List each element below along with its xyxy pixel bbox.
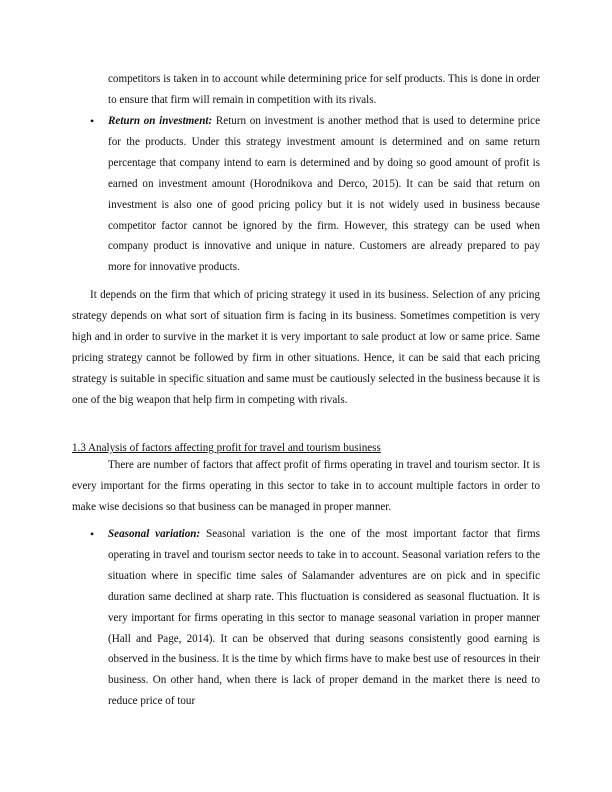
paragraph-pricing-strategy: It depends on the firm that which of pricing strategy it used in its business. Selection of any pricing strategy depends on what sort of situation firm is facing in its business. Sometimes competition is very high and in order to survive in the market it is very important to sale product at low or same price. Same pricing strategy cannot be followed by firm in other situations. Hence, it can be said that each pricing strategy is suitable in specific situation and same must be cautiously selected in the business because it is one of the big weapon that help firm in competing with rivals.: [72, 289, 540, 406]
bullet-seasonal-text: [108, 524, 540, 712]
bullet-marker: •: [90, 114, 95, 128]
bullet-return-term: Return on investment:: [108, 115, 213, 127]
bullet-return-text: [108, 111, 540, 278]
bullet-seasonal-term: Seasonal variation:: [108, 528, 201, 540]
continued-paragraph: competitors is taken in to account while determining price for self products. This is done in order to ensure that firm will remain in competition with its rivals.: [108, 73, 540, 106]
bullet-seasonal-body: Seasonal variation is the one of the most important factor that firms operating in travel and tourism sector needs to take in to account. Seasonal variation refers to the situation where in specific time sales of Salamander adventures are on pick and in specific duration same declined at sharp rate. This fluctuation is considered as seasonal fluctuation. It is very important for firms operating in this sector to manage seasonal variation in proper manner (Hall and Page, 2014). It can be observed that during seasons consistently good earning is observed in the business. It is the time by which firms have to make best use of resources in their business. On other hand, when there is lack of proper demand in the market there is need to reduce price of tour: [108, 528, 540, 708]
paragraph-profit-factors: There are number of factors that affect profit of firms operating in travel and tourism sector. It is every important for the firms operating in this sector to take in to account multiple factors in order to make wise decisions so that business can be managed in proper manner.: [72, 459, 540, 513]
bullet-marker: •: [90, 527, 95, 541]
section-heading: 1.3 Analysis of factors affecting profit for travel and tourism business: [72, 442, 381, 454]
bullet-return-body: Return on investment is another method that is used to determine price for the products. Under this strategy investment amount is determined and on same return percentage that company intend to earn is determined and by doing so good amount of profit is earned on investment amount (Horodnikova and Derco, 2015). It can be said that return on investment is also one of good pricing policy but it is not widely used in business because competitor factor cannot be ignored by the firm. However, this strategy can be used when company product is innovative and unique in nature. Customers are already prepared to pay more for innovative products.: [108, 115, 541, 274]
